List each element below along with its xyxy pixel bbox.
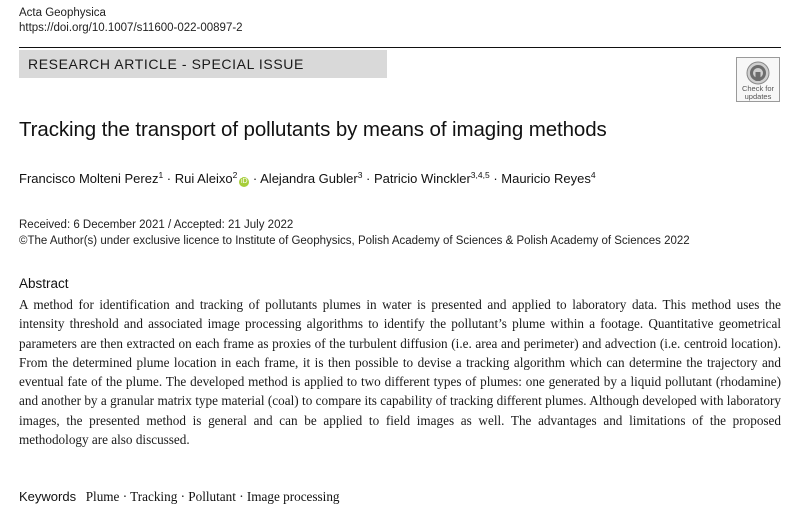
publication-dates (19, 217, 690, 249)
author-affiliation: 3 (357, 170, 363, 180)
doi-link[interactable]: https://doi.org/10.1007/s11600-022-00897-2 (19, 22, 243, 34)
author-separator: · (249, 171, 261, 186)
received-accepted-line: Received: 6 December 2021 / Accepted: 21 July 2022 (19, 219, 294, 231)
author-name[interactable]: Patricio Winckler (374, 171, 471, 186)
keywords-label: Keywords (19, 489, 77, 504)
journal-name: Acta Geophysica (19, 7, 106, 19)
article-type-banner: RESEARCH ARTICLE - SPECIAL ISSUE (19, 50, 387, 78)
check-for-updates-badge[interactable] (736, 57, 780, 102)
crossmark-icon (746, 61, 770, 85)
author-affiliation: 2 (232, 170, 238, 180)
keywords-values: Plume · Tracking · Pollutant · Image processing (85, 489, 340, 504)
check-label-line2: updates (744, 91, 772, 101)
check-label-line1: Check for (741, 84, 775, 93)
author-name[interactable]: Rui Aleixo (174, 171, 233, 186)
abstract-heading: Abstract (19, 276, 69, 291)
keywords-line (19, 489, 340, 505)
author-name[interactable]: Mauricio Reyes (501, 171, 591, 186)
author-separator: · (163, 171, 175, 186)
journal-header (19, 6, 243, 36)
copyright-line: ©The Author(s) under exclusive licence to Institute of Geophysics, Polish Academy of Sciences & Polish Academy of Sciences 2022 (19, 235, 690, 247)
orcid-icon[interactable]: iD (240, 178, 248, 185)
article-title: Tracking the transport of pollutants by means of imaging methods (19, 118, 607, 141)
author-affiliation: 3,4,5 (470, 170, 490, 180)
author-affiliation: 1 (158, 170, 164, 180)
abstract-text: A method for identification and tracking of pollutants plumes in water is presented and applied to laboratory data. This method uses the intensity threshold and associated image processing algorithms to identify the pollutant’s plume within a footage. Quantitative geometrical parameters are then extracted on each frame as proxies of the turbulent diffusion (i.e. area and perimeter) and advection (i.e. centroid location). From the determined plume location in each frame, it is then possible to devise a tracking algorithm which can determine the trajectory and eventual fate of the plume. The developed method is applied to two different types of plumes: one generated by a liquid pollutant (rhodamine) and another by a granular matrix type material (coal) to compare its capability of tracking different plumes. Although developed with laboratory images, the presented method is general and can be applied to field images as well. The advantages and limitations of the proposed methodology are also discussed. (19, 297, 781, 448)
author-separator: · (489, 171, 502, 186)
author-separator: · (362, 171, 374, 186)
author-name[interactable]: Francisco Molteni Perez (19, 171, 159, 186)
author-name[interactable]: Alejandra Gubler (260, 171, 358, 186)
header-rule (19, 47, 781, 48)
author-affiliation: 4 (590, 170, 596, 180)
author-list (19, 170, 596, 187)
